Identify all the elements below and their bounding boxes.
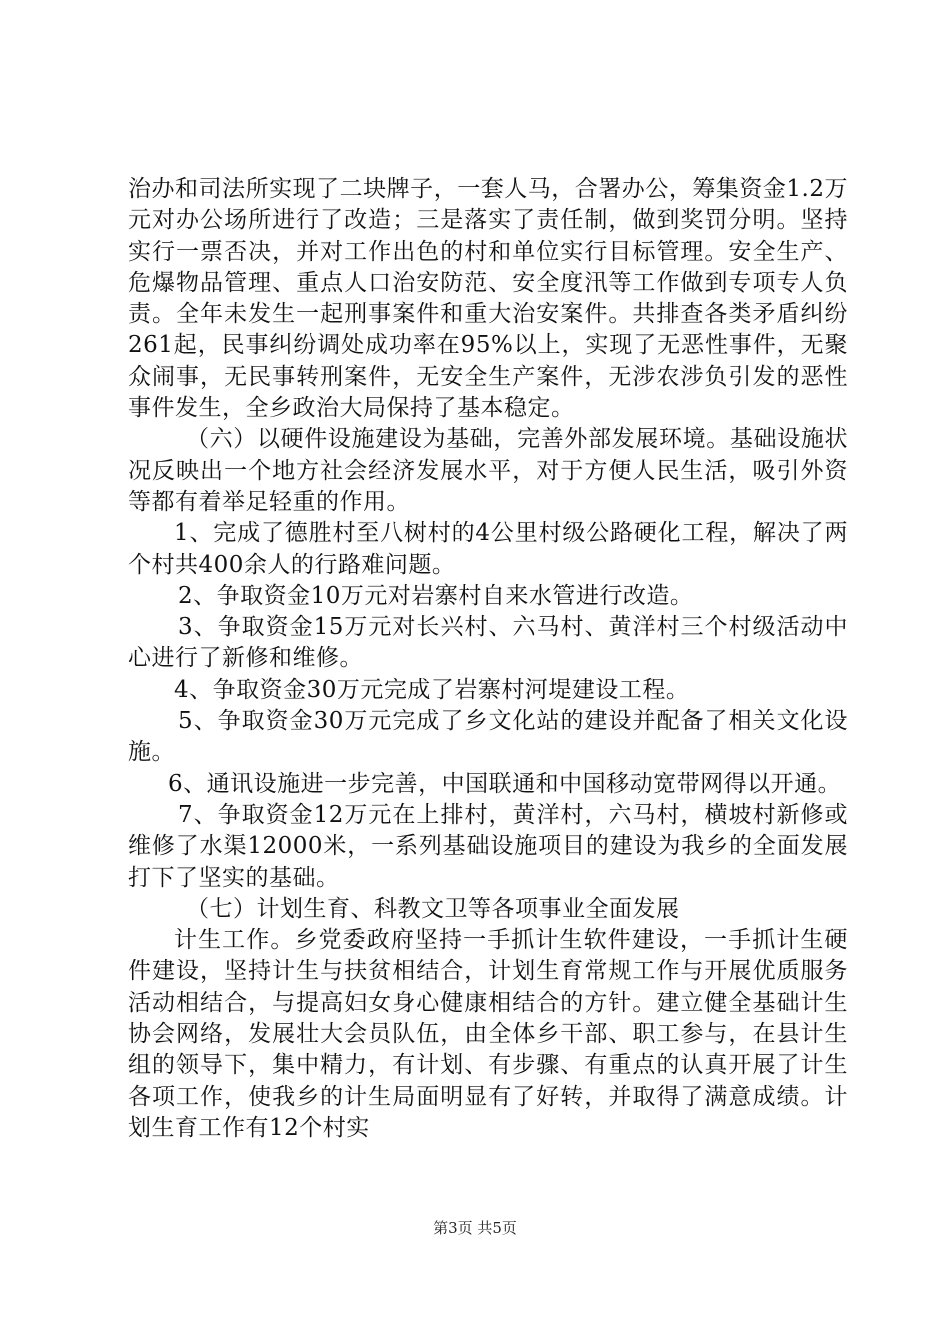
paragraph-section-6: （六）以硬件设施建设为基础，完善外部发展环境。基础设施状况反映出一个地方社会经济发展水平，对于方便人民生活，吸引外资等都有着举足轻重的作用。 [128, 426, 848, 515]
paragraph-section-7: （七）计划生育、科教文卫等各项事业全面发展 [186, 895, 680, 922]
document-body [128, 174, 848, 1144]
paragraph-item-2: 2、争取资金10万元对岩寨村自来水管进行改造。 [178, 582, 694, 609]
paragraph-item-3: 3、争取资金15万元对长兴村、六马村、黄洋村三个村级活动中心进行了新修和维修。 [128, 614, 848, 672]
paragraph-family-planning: 计生工作。乡党委政府坚持一手抓计生软件建设，一手抓计生硬件建设，坚持计生与扶贫相结合，计划生育常规工作与开展优质服务活动相结合，与提高妇女身心健康相结合的方针。建立健全基础计生协会网络，发展壮大会员队伍，由全体乡干部、职工参与，在县计生组的领导下，集中精力，有计划、有步骤、有重点的认真开展了计生各项工作，使我乡的计生局面明显有了好转，并取得了满意成绩。计划生育工作有12个村实 [128, 927, 848, 1141]
paragraph-continued: 治办和司法所实现了二块牌子，一套人马，合署办公，筹集资金1.2万元对办公场所进行了改造；三是落实了责任制，做到奖罚分明。坚持实行一票否决，并对工作出色的村和单位实行目标管理。安全生产、危爆物品管理、重点人口治安防范、安全度汛等工作做到专项专人负责。全年未发生一起刑事案件和重大治安案件。共排查各类矛盾纠纷261起，民事纠纷调处成功率在95%以上，实现了无恶性事件，无聚众闹事，无民事转刑案件，无安全生产案件，无涉农涉负引发的恶性事件发生，全乡政治大局保持了基本稳定。 [128, 176, 848, 422]
paragraph-item-5: 5、争取资金30万元完成了乡文化站的建设并配备了相关文化设施。 [128, 708, 848, 766]
paragraph-item-4: 4、争取资金30万元完成了岩寨村河堤建设工程。 [174, 676, 690, 703]
paragraph-item-1: 1、完成了德胜村至八树村的4公里村级公路硬化工程，解决了两个村共400余人的行路难问题。 [128, 520, 848, 578]
paragraph-item-6: 6、通讯设施进一步完善，中国联通和中国移动宽带网得以开通。 [168, 770, 842, 797]
page-footer: 第3页 共5页 [433, 1219, 517, 1237]
paragraph-item-7: 7、争取资金12万元在上排村，黄洋村，六马村，横坡村新修或维修了水渠12000米，一系列基础设施项目的建设为我乡的全面发展打下了坚实的基础。 [128, 801, 848, 891]
